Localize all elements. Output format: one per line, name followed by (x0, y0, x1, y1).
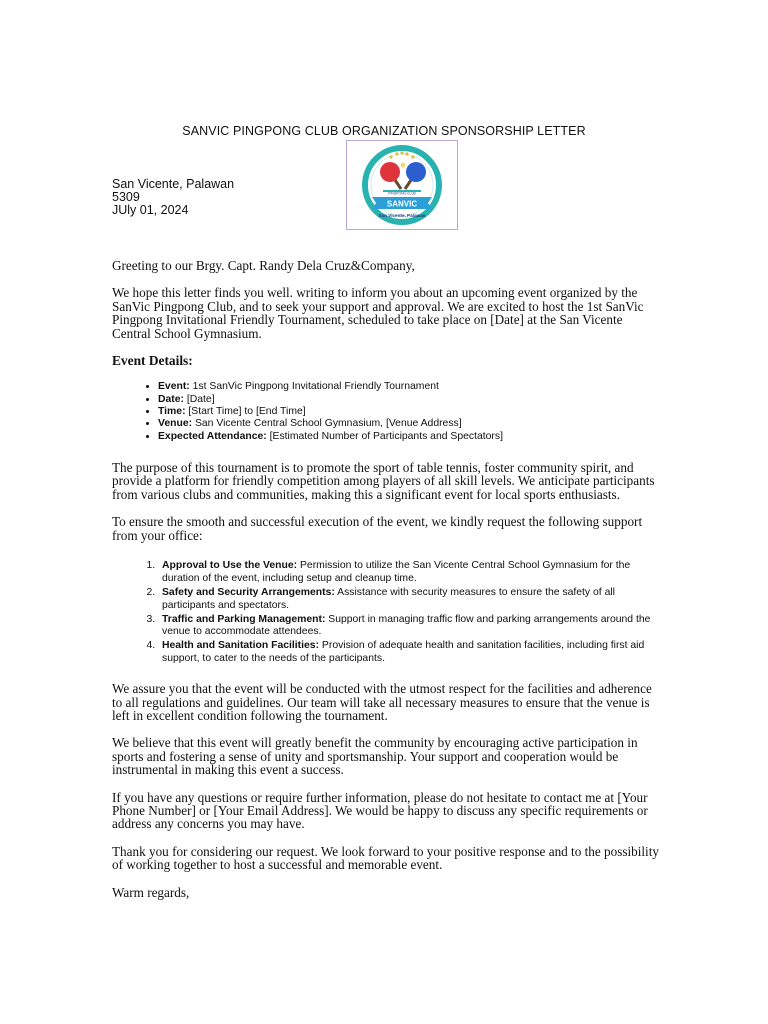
support-item: 3. Traffic and Parking Management: Support in managing traffic flow and parking arrangements around the venue to accommodate attendees. (158, 614, 660, 640)
contact-paragraph: If you have any questions or require further information, please do not hesitate to contact me at [Your Phone Number] or [Your Email Address]. We would be happy to discuss any specific requirements or address any concerns you may have. (112, 789, 648, 832)
detail-item: • Venue: San Vicente Central School Gymnasium, [Venue Address] (158, 418, 660, 430)
request-paragraph: To ensure the smooth and successful execution of the event, we kindly request the following support from your office: (112, 514, 643, 543)
detail-item: • Expected Attendance: [Estimated Number of Participants and Spectators] (158, 431, 660, 443)
assurance-paragraph: We assure you that the event will be conducted with the utmost respect for the facilities and adherence to all regulations and guidelines. Our team will take all necessary measures to ensure that the venue is left in excellent condition following the tournament. (112, 681, 652, 724)
benefit-paragraph: We believe that this event will greatly benefit the community by encouraging active participation in sports and fostering a sense of unity and sportsmanship. Your support and cooperation would be instrumental in making this event a success. (112, 735, 638, 778)
detail-item: • Date: [Date] (158, 394, 660, 406)
address-line-1: San Vicente, Palawan (112, 177, 235, 191)
logo-banner-text: SANVIC (386, 199, 418, 209)
support-item: 2. Safety and Security Arrangements: Assistance with security measures to ensure the safety of all participants and spectators. (158, 587, 660, 613)
letter-title: SANVIC PINGPONG CLUB ORGANIZATION SPONSORSHIP LETTER (182, 124, 586, 138)
closing: Warm regards, (112, 884, 190, 900)
event-details-heading: Event Details: (112, 353, 193, 369)
support-item: 1. Approval to Use the Venue: Permission to utilize the San Vicente Central School Gymnasium for the duration of the event, including setup and cleanup time. (158, 560, 660, 586)
greeting: Greeting to our Brgy. Capt. Randy Dela Cruz&Company, (112, 258, 415, 273)
sender-address (112, 178, 234, 217)
logo-top-text: PINGPONG CLUB (388, 191, 416, 196)
purpose-paragraph: The purpose of this tournament is to promote the sport of table tennis, foster community spirit, and provide a platform for friendly competition among players of all skill levels. We anticipate participants from various clubs and communities, making this a significant event for local sports enthusiasts. (112, 459, 655, 502)
support-requests-list (112, 560, 660, 666)
red-paddle-icon (380, 162, 400, 182)
detail-item: • Event: 1st SanVic Pingpong Invitational Friendly Tournament (158, 381, 660, 393)
detail-item: • Time: [Start Time] to [End Time] (158, 406, 660, 418)
intro-paragraph: We hope this letter finds you well. writing to inform you about an upcoming event organized by the SanVic Pingpong Club, and to seek your support and approval. We are excited to host the 1st SanVic Pingpong Invitational Friendly Tournament, scheduled to take place on [Date] at the San Vicente Central School Gymnasium. (112, 285, 644, 341)
letter-date: JUly 01, 2024 (112, 203, 189, 217)
address-line-2: 5309 (112, 190, 140, 204)
pingpong-logo-icon (347, 141, 457, 229)
club-logo (346, 140, 458, 230)
logo-bottom-text: San Vicente, Palawan (378, 213, 426, 218)
thanks-paragraph: Thank you for considering our request. We look forward to your positive response and to the possibility of working together to host a successful and memorable event. (112, 843, 659, 873)
event-details-list (112, 381, 660, 442)
blue-paddle-icon (406, 162, 426, 182)
support-item: 4. Health and Sanitation Facilities: Provision of adequate health and sanitation facilities, including first aid support, to cater to the needs of the participants. (158, 640, 660, 666)
letter-body (112, 259, 660, 913)
